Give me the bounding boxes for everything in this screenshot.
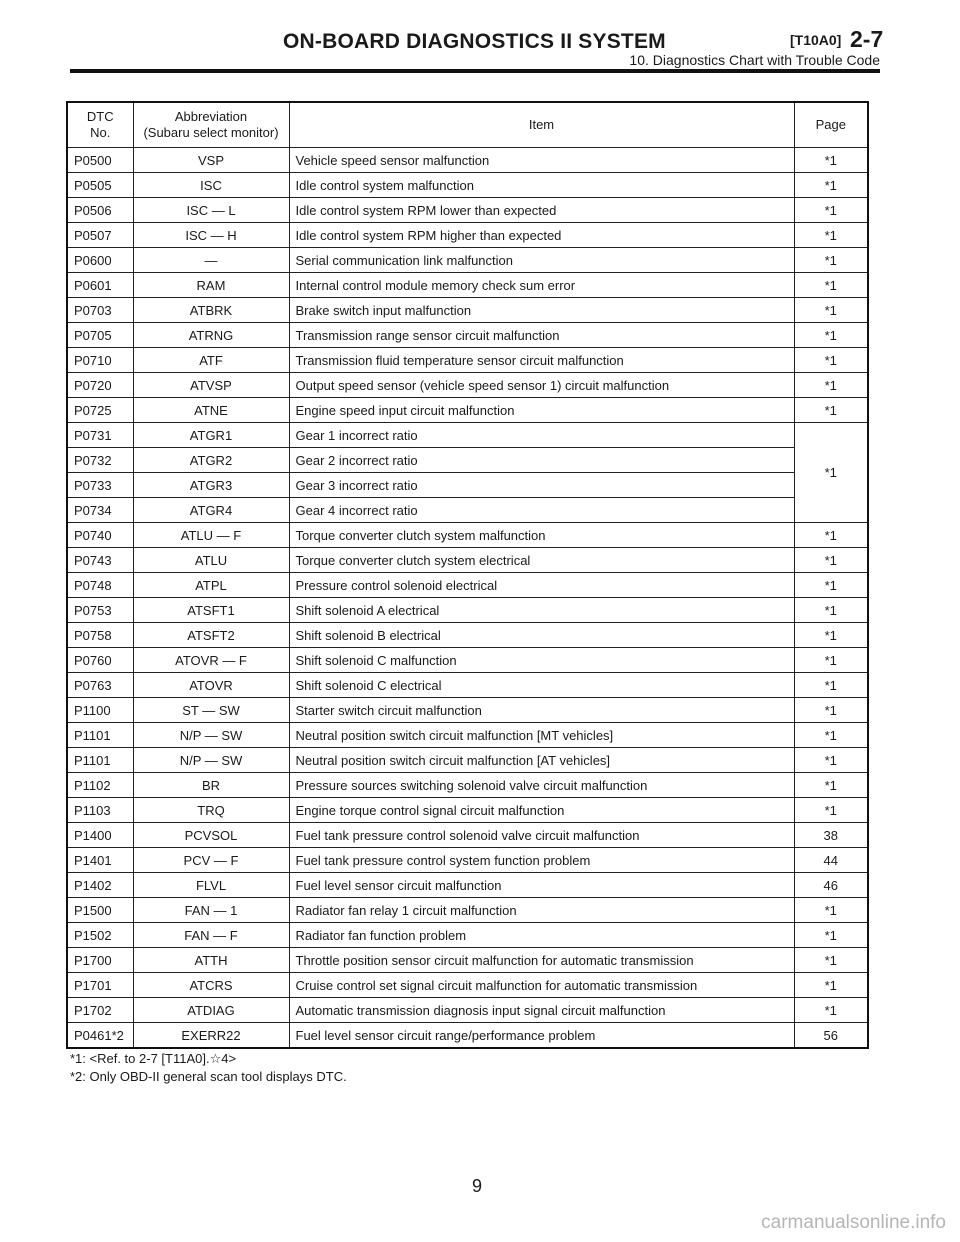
footnotes (70, 1050, 347, 1086)
abbreviation-cell: ATSFT2 (133, 623, 289, 648)
item-cell: Fuel tank pressure control solenoid valve circuit malfunction (289, 823, 794, 848)
page-cell: *1 (794, 223, 868, 248)
dtc-code-cell: P0506 (67, 198, 133, 223)
page-cell: 46 (794, 873, 868, 898)
table-row (67, 523, 868, 548)
table-row (67, 873, 868, 898)
page-cell: *1 (794, 173, 868, 198)
page-header (0, 0, 960, 80)
page-cell: *1 (794, 898, 868, 923)
abbreviation-cell: ATBRK (133, 298, 289, 323)
dtc-code-cell: P0725 (67, 398, 133, 423)
header-rule (70, 69, 880, 73)
item-cell: Starter switch circuit malfunction (289, 698, 794, 723)
table-row (67, 998, 868, 1023)
item-cell: Neutral position switch circuit malfunction [MT vehicles] (289, 723, 794, 748)
page-cell: *1 (794, 923, 868, 948)
table-row (67, 398, 868, 423)
abbreviation-cell: TRQ (133, 798, 289, 823)
dtc-code-cell: P0732 (67, 448, 133, 473)
page-cell: *1 (794, 948, 868, 973)
table-row (67, 423, 868, 448)
item-cell: Idle control system malfunction (289, 173, 794, 198)
table-row (67, 498, 868, 523)
abbreviation-cell: ATLU — F (133, 523, 289, 548)
item-cell: Throttle position sensor circuit malfunction for automatic transmission (289, 948, 794, 973)
table-row (67, 798, 868, 823)
item-cell: Fuel tank pressure control system function problem (289, 848, 794, 873)
item-cell: Fuel level sensor circuit range/performance problem (289, 1023, 794, 1049)
table-row (67, 448, 868, 473)
abbreviation-cell: ST — SW (133, 698, 289, 723)
abbreviation-cell: RAM (133, 273, 289, 298)
abbreviation-cell: ISC — L (133, 198, 289, 223)
dtc-code-cell: P0720 (67, 373, 133, 398)
dtc-code-cell: P0500 (67, 148, 133, 173)
item-cell: Transmission fluid temperature sensor circuit malfunction (289, 348, 794, 373)
page-cell: *1 (794, 998, 868, 1023)
item-cell: Gear 2 incorrect ratio (289, 448, 794, 473)
item-cell: Pressure sources switching solenoid valve circuit malfunction (289, 773, 794, 798)
table-row (67, 173, 868, 198)
abbreviation-cell: N/P — SW (133, 723, 289, 748)
page-cell: *1 (794, 348, 868, 373)
dtc-code-cell: P0733 (67, 473, 133, 498)
table-row (67, 723, 868, 748)
abbreviation-cell: ATVSP (133, 373, 289, 398)
item-cell: Fuel level sensor circuit malfunction (289, 873, 794, 898)
item-cell: Gear 4 incorrect ratio (289, 498, 794, 523)
header-abbreviation: Abbreviation (Subaru select monitor) (133, 102, 289, 148)
table-row (67, 273, 868, 298)
abbreviation-cell: ATLU (133, 548, 289, 573)
item-cell: Neutral position switch circuit malfunction [AT vehicles] (289, 748, 794, 773)
table-row (67, 548, 868, 573)
table-row (67, 1023, 868, 1049)
dtc-code-cell: P0734 (67, 498, 133, 523)
header-page: Page (794, 102, 868, 148)
table-row (67, 848, 868, 873)
abbreviation-cell: — (133, 248, 289, 273)
dtc-code-cell: P1502 (67, 923, 133, 948)
table-row (67, 673, 868, 698)
dtc-code-cell: P1103 (67, 798, 133, 823)
page-cell: *1 (794, 373, 868, 398)
page-cell: *1 (794, 573, 868, 598)
page-cell: *1 (794, 698, 868, 723)
item-cell: Brake switch input malfunction (289, 298, 794, 323)
table-row (67, 198, 868, 223)
table-row (67, 223, 868, 248)
dtc-code-cell: P0705 (67, 323, 133, 348)
item-cell: Shift solenoid B electrical (289, 623, 794, 648)
table-row (67, 923, 868, 948)
abbreviation-cell: ATGR3 (133, 473, 289, 498)
page-cell: *1 (794, 723, 868, 748)
dtc-code-cell: P1102 (67, 773, 133, 798)
table-row (67, 948, 868, 973)
page-cell: *1 (794, 423, 868, 523)
page-cell: *1 (794, 198, 868, 223)
table-row (67, 898, 868, 923)
abbreviation-cell: ATF (133, 348, 289, 373)
item-cell: Gear 1 incorrect ratio (289, 423, 794, 448)
abbreviation-cell: FLVL (133, 873, 289, 898)
item-cell: Engine speed input circuit malfunction (289, 398, 794, 423)
dtc-code-cell: P0461*2 (67, 1023, 133, 1049)
item-cell: Internal control module memory check sum error (289, 273, 794, 298)
abbreviation-cell: ATCRS (133, 973, 289, 998)
footnote-2: *2: Only OBD-II general scan tool displays DTC. (70, 1069, 347, 1084)
table-row (67, 298, 868, 323)
item-cell: Shift solenoid C electrical (289, 673, 794, 698)
table-row (67, 473, 868, 498)
page-cell: *1 (794, 973, 868, 998)
item-cell: Serial communication link malfunction (289, 248, 794, 273)
dtc-code-cell: P1101 (67, 723, 133, 748)
dtc-code-cell: P0740 (67, 523, 133, 548)
page-cell: *1 (794, 673, 868, 698)
table-row (67, 823, 868, 848)
table-row (67, 623, 868, 648)
dtc-code-cell: P0731 (67, 423, 133, 448)
item-cell: Shift solenoid C malfunction (289, 648, 794, 673)
table-row (67, 773, 868, 798)
abbreviation-cell: PCV — F (133, 848, 289, 873)
abbreviation-cell: ATOVR — F (133, 648, 289, 673)
item-cell: Vehicle speed sensor malfunction (289, 148, 794, 173)
table-row (67, 598, 868, 623)
abbreviation-cell: ATTH (133, 948, 289, 973)
item-cell: Shift solenoid A electrical (289, 598, 794, 623)
item-cell: Transmission range sensor circuit malfunction (289, 323, 794, 348)
footnote-1: *1: <Ref. to 2-7 [T11A0].☆4> (70, 1051, 237, 1066)
abbreviation-cell: ATPL (133, 573, 289, 598)
dtc-code-cell: P0505 (67, 173, 133, 198)
page-cell: *1 (794, 298, 868, 323)
dtc-code-cell: P1500 (67, 898, 133, 923)
abbreviation-cell: ATGR4 (133, 498, 289, 523)
dtc-code-cell: P0760 (67, 648, 133, 673)
table-row (67, 323, 868, 348)
page-cell: *1 (794, 598, 868, 623)
dtc-table-container (66, 101, 869, 1049)
page-title: ON-BOARD DIAGNOSTICS II SYSTEM (283, 30, 666, 53)
item-cell: Automatic transmission diagnosis input signal circuit malfunction (289, 998, 794, 1023)
abbreviation-cell: ATDIAG (133, 998, 289, 1023)
abbreviation-cell: N/P — SW (133, 748, 289, 773)
page-cell: *1 (794, 648, 868, 673)
dtc-code-cell: P1700 (67, 948, 133, 973)
abbreviation-cell: VSP (133, 148, 289, 173)
item-cell: Torque converter clutch system malfunction (289, 523, 794, 548)
table-header-row (67, 102, 868, 148)
item-cell: Radiator fan relay 1 circuit malfunction (289, 898, 794, 923)
header-item: Item (289, 102, 794, 148)
abbreviation-cell: ATSFT1 (133, 598, 289, 623)
dtc-code-cell: P1402 (67, 873, 133, 898)
page-cell: *1 (794, 773, 868, 798)
abbreviation-cell: ATGR2 (133, 448, 289, 473)
item-cell: Idle control system RPM lower than expected (289, 198, 794, 223)
table-row (67, 148, 868, 173)
table-row (67, 348, 868, 373)
dtc-code-cell: P0710 (67, 348, 133, 373)
dtc-code-cell: P0743 (67, 548, 133, 573)
dtc-code-cell: P0748 (67, 573, 133, 598)
item-cell: Gear 3 incorrect ratio (289, 473, 794, 498)
table-row (67, 248, 868, 273)
abbreviation-cell: ISC — H (133, 223, 289, 248)
abbreviation-cell: FAN — F (133, 923, 289, 948)
dtc-code-cell: P1702 (67, 998, 133, 1023)
abbreviation-cell: EXERR22 (133, 1023, 289, 1049)
dtc-code-cell: P0703 (67, 298, 133, 323)
table-row (67, 698, 868, 723)
page-cell: *1 (794, 273, 868, 298)
dtc-code-cell: P0753 (67, 598, 133, 623)
header-dtc-no: DTC No. (67, 102, 133, 148)
page-cell: 44 (794, 848, 868, 873)
dtc-code-cell: P0507 (67, 223, 133, 248)
abbreviation-cell: PCVSOL (133, 823, 289, 848)
table-row (67, 648, 868, 673)
page-cell: *1 (794, 548, 868, 573)
dtc-code-cell: P1100 (67, 698, 133, 723)
section-code: [T10A0] (790, 32, 842, 48)
table-row (67, 573, 868, 598)
watermark: carmanualsonline.info (761, 1212, 946, 1233)
page-cell: 38 (794, 823, 868, 848)
abbreviation-cell: ISC (133, 173, 289, 198)
table-row (67, 973, 868, 998)
dtc-code-cell: P1101 (67, 748, 133, 773)
table-row (67, 373, 868, 398)
dtc-code-cell: P1400 (67, 823, 133, 848)
dtc-code-cell: P1401 (67, 848, 133, 873)
page-cell: *1 (794, 148, 868, 173)
page-cell: *1 (794, 248, 868, 273)
item-cell: Cruise control set signal circuit malfunction for automatic transmission (289, 973, 794, 998)
page-number: 9 (472, 1176, 483, 1196)
item-cell: Pressure control solenoid electrical (289, 573, 794, 598)
dtc-code-cell: P0763 (67, 673, 133, 698)
dtc-code-cell: P0758 (67, 623, 133, 648)
page-cell: *1 (794, 798, 868, 823)
item-cell: Radiator fan function problem (289, 923, 794, 948)
item-cell: Engine torque control signal circuit malfunction (289, 798, 794, 823)
page-cell: *1 (794, 398, 868, 423)
page-cell: *1 (794, 523, 868, 548)
page-cell: *1 (794, 748, 868, 773)
page-cell: *1 (794, 623, 868, 648)
dtc-code-cell: P0600 (67, 248, 133, 273)
section-subtitle: 10. Diagnostics Chart with Trouble Code (629, 52, 880, 68)
abbreviation-cell: ATGR1 (133, 423, 289, 448)
abbreviation-cell: ATNE (133, 398, 289, 423)
abbreviation-cell: ATRNG (133, 323, 289, 348)
item-cell: Output speed sensor (vehicle speed sensor 1) circuit malfunction (289, 373, 794, 398)
item-cell: Idle control system RPM higher than expected (289, 223, 794, 248)
abbreviation-cell: ATOVR (133, 673, 289, 698)
page-cell: 56 (794, 1023, 868, 1049)
page-reference: 2-7 (850, 26, 884, 52)
dtc-code-cell: P0601 (67, 273, 133, 298)
dtc-code-cell: P1701 (67, 973, 133, 998)
abbreviation-cell: FAN — 1 (133, 898, 289, 923)
item-cell: Torque converter clutch system electrical (289, 548, 794, 573)
abbreviation-cell: BR (133, 773, 289, 798)
table-row (67, 748, 868, 773)
dtc-table (66, 101, 869, 1049)
page-cell: *1 (794, 323, 868, 348)
